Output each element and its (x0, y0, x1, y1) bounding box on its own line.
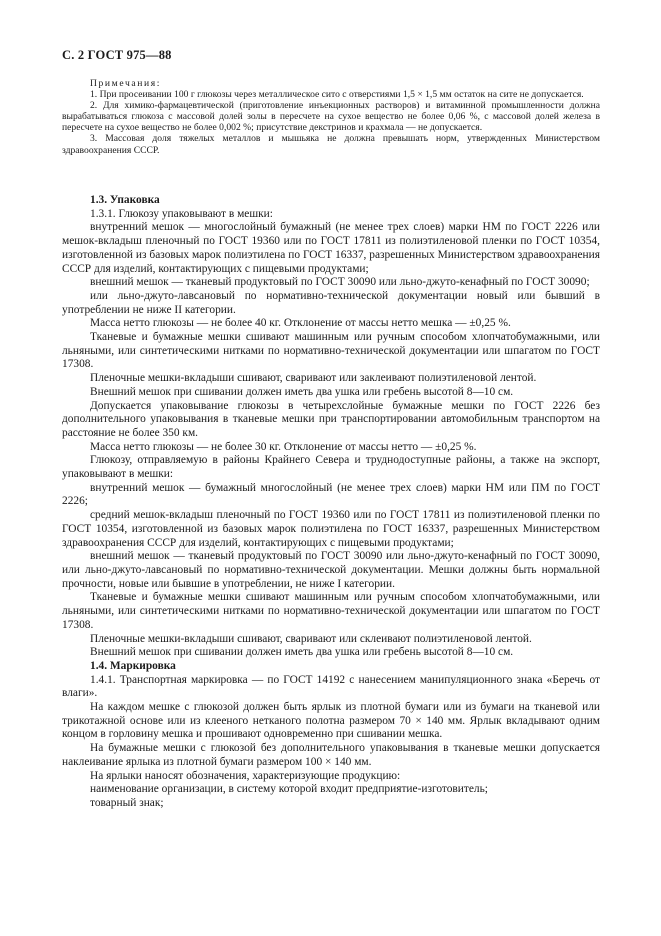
note-item: 3. Массовая доля тяжелых металлов и мышьяка не должна превышать норм, утвержденных Министерством здравоохранения СССР. (62, 133, 600, 156)
main-text (62, 194, 600, 811)
section-heading: 1.4. Маркировка (90, 659, 176, 672)
note-item: 2. Для химико-фармацевтической (приготовление инъекционных растворов) и витаминной промышленности должна вырабатываться глюкоза с массовой долей золы в пересчете на сухое вещество не более 0,06 %, с массовой долей железа в пересчете на сухое вещество не более 0,002 %; присутствие декстринов и крахмала — не допускается. (62, 100, 600, 134)
paragraph: 1.4.1. Транспортная маркировка — по ГОСТ 14192 с нанесением манипуляционного знака «Беречь от влаги». (62, 673, 600, 700)
paragraph: Допускается упаковывание глюкозы в четырехслойные бумажные мешки по ГОСТ 2226 без дополнительного упаковывания в тканевые мешки при транспортировании автомобильным транспортом на расстояние не более 350 км. (62, 399, 600, 439)
paragraph: На ярлыки наносят обозначения, характеризующие продукцию: (90, 769, 401, 782)
paragraph: или льно-джуто-лавсановый по нормативно-технической документации новый или бывший в употреблении не ниже II категории. (62, 289, 600, 316)
paragraph: внешний мешок — тканевый продуктовый по ГОСТ 30090 или льно-джуто-кенафный по ГОСТ 30090, или льно-джуто-лавсановый по нормативно-технической документации. Мешки должны быть нормальной прочности, новые или бывшие в употреблении, не ниже I категории. (62, 550, 600, 590)
paragraph: наименование организации, в систему которой входит предприятие-изготовитель; (90, 783, 488, 796)
notes-block (62, 78, 600, 156)
paragraph: На каждом мешке с глюкозой должен быть ярлык из плотной бумаги или из бумаги на тканевой или трикотажной основе или из клееного нетканого полотна размером 70 × 140 мм. Ярлык вкладывают одним концом в горловину мешка и прошивают одновременно при сшивании мешка. (62, 701, 600, 741)
paragraph: внутренний мешок — многослойный бумажный (не менее трех слоев) марки НМ по ГОСТ 2226 или мешок-вкладыш пленочный по ГОСТ 19360 или по ГОСТ 17811 из полиэтиленовой пленки по ГОСТ 10354, изготовленной из базовых марок полиэтилена по ГОСТ 16337, разрешенных Министерством здравоохранения СССР для изделий, контактирующих с пищевыми продуктами; (62, 221, 600, 275)
paragraph: 1.3.1. Глюкозу упаковывают в мешки: (90, 207, 273, 220)
paragraph: Масса нетто глюкозы — не более 30 кг. Отклонение от массы нетто — ±0,25 %. (90, 440, 477, 453)
section-heading: 1.3. Упаковка (90, 194, 160, 206)
paragraph: товарный знак; (90, 796, 164, 809)
paragraph: Тканевые и бумажные мешки сшивают машинным или ручным способом хлопчатобумажными, или льняными, или синтетическими нитками по нормативно-технической документации или шпагатом по ГОСТ 17308. (62, 331, 600, 371)
paragraph: Тканевые и бумажные мешки сшивают машинным или ручным способом хлопчатобумажными, или льняными, или синтетическими нитками по нормативно-технической документации или шпагатом по ГОСТ 17308. (62, 591, 600, 631)
paragraph: Масса нетто глюкозы — не более 40 кг. Отклонение от массы нетто мешка — ±0,25 %. (90, 317, 511, 330)
note-item: 1. При просеивании 100 г глюкозы через металлическое сито с отверстиями 1,5 × 1,5 мм остаток на сите не допускается. (90, 89, 584, 101)
paragraph: внешний мешок — тканевый продуктовый по ГОСТ 30090 или льно-джуто-кенафный по ГОСТ 30090; (90, 276, 590, 289)
paragraph: средний мешок-вкладыш пленочный по ГОСТ 19360 или по ГОСТ 17811 из полиэтиленовой пленки по ГОСТ 10354, изготовленной из базовых марок полиэтилена по ГОСТ 16337, разрешенных Министерством здравоохранения СССР для изделий, контактирующих с пищевыми продуктами; (62, 509, 600, 549)
paragraph: На бумажные мешки с глюкозой без дополнительного упаковывания в тканевые мешки допускается наклеивание ярлыка из плотной бумаги размером 100 × 140 мм. (62, 742, 600, 768)
paragraph: внутренний мешок — бумажный многослойный (не менее трех слоев) марки НМ или ПМ по ГОСТ 2226; (62, 481, 600, 508)
paragraph: Внешний мешок при сшивании должен иметь два ушка или гребень высотой 8—10 см. (90, 385, 514, 398)
paragraph: Глюкозу, отправляемую в районы Крайнего Севера и труднодоступные районы, а также на экспорт, упаковывают в мешки: (62, 454, 600, 481)
page-header: С. 2 ГОСТ 975—88 (62, 48, 172, 62)
paragraph: Пленочные мешки-вкладыши сшивают, сваривают или склеивают полиэтиленовой лентой. (90, 632, 532, 645)
paragraph: Пленочные мешки-вкладыши сшивают, сваривают или заклеивают полиэтиленовой лентой. (90, 372, 537, 385)
notes-title: Примечания: (90, 78, 161, 89)
paragraph: Внешний мешок при сшивании должен иметь два ушка или гребень высотой 8—10 см. (90, 646, 514, 659)
